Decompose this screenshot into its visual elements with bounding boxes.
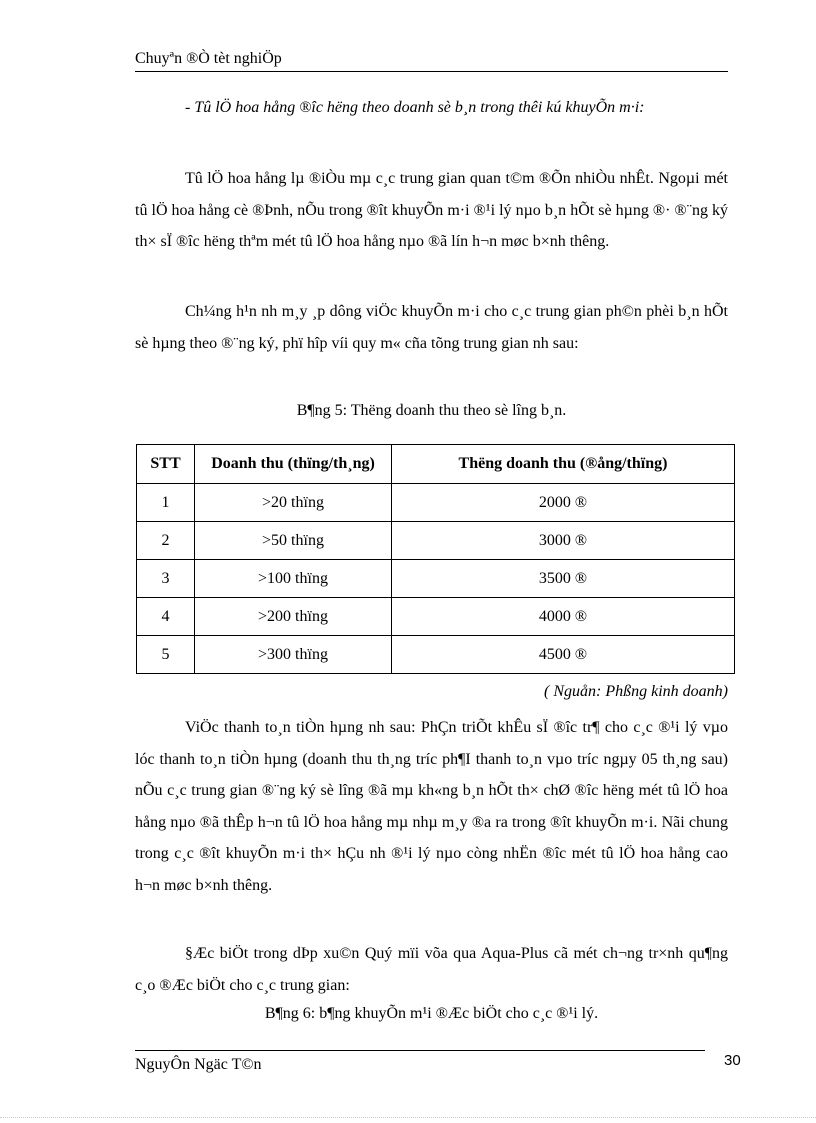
cell-revenue: >200 thïng xyxy=(195,598,392,636)
page-bottom-border xyxy=(0,1117,816,1118)
table-header-row xyxy=(137,445,735,484)
paragraph-payment: ViÖc thanh to¸n tiÒn hµng nh sau: PhÇn triÕt khÊu sÏ ®îc tr¶ cho c¸c ®¹i lý vµo lóc thanh to¸n tiÒn hµng (doanh thu th¸ng tríc ph¶I thanh to¸n vµo tríc ngµy 05 th¸ng sau) nÕu c¸c trung gian ®¨ng ký sè lîng ®ã mµ kh«ng b¸n hÕt th× chØ ®îc hëng mét tû lÖ hoa hång nµo ®ã thÊp h¬n tû lÖ hoa hång mµ nhµ m¸y ®a ra trong ®ît khuyÕn m·i. Nãi chung trong c¸c ®ît khuyÕn m·i th× hÇu nh ®¹i lý nµo còng nhËn ®îc mét tû lÖ hoa hång cao h¬n møc b×nh thêng. xyxy=(135,719,728,894)
cell-revenue: >20 thïng xyxy=(195,484,392,522)
paragraph-special-program: §Æc biÖt trong dÞp xu©n Quý mïi võa qua Aqua-Plus cã mét ch¬ng tr×nh qu¶ng c¸o ®Æc biÖt cho c¸c trung gian: xyxy=(135,945,728,994)
cell-stt: 5 xyxy=(137,636,195,674)
table6-caption: B¶ng 6: b¶ng khuyÕn m¹i ®Æc biÖt cho c¸c ®¹i lý. xyxy=(264,1005,599,1022)
cell-stt: 3 xyxy=(137,560,195,598)
table5-caption: B¶ng 5: Thëng doanh thu theo sè lîng b¸n. xyxy=(296,402,567,419)
footer-divider xyxy=(135,1050,705,1051)
table5-source: ( Nguån: Phßng kinh doanh) xyxy=(544,683,728,700)
page-number: 30 xyxy=(724,1052,741,1069)
cell-bonus: 4000 ® xyxy=(392,598,735,636)
cell-bonus: 3000 ® xyxy=(392,522,735,560)
footer-author: NguyÔn Ngäc T©n xyxy=(135,1056,262,1073)
revenue-bonus-table xyxy=(136,444,735,674)
cell-revenue: >50 thïng xyxy=(195,522,392,560)
cell-stt: 2 xyxy=(137,522,195,560)
cell-revenue: >300 thïng xyxy=(195,636,392,674)
cell-stt: 4 xyxy=(137,598,195,636)
cell-bonus: 3500 ® xyxy=(392,560,735,598)
paragraph-example: Ch¼ng h¹n nh m¸y ¸p dông viÖc khuyÕn m·i cho c¸c trung gian ph©n phèi b¸n hÕt sè hµng theo ®¨ng ký, phï hîp víi quy m« cña tõng trung gian nh sau: xyxy=(135,303,728,352)
header-stt: STT xyxy=(137,445,195,484)
table-row xyxy=(137,598,735,636)
cell-bonus: 4500 ® xyxy=(392,636,735,674)
table-row xyxy=(137,560,735,598)
header-bonus: Thëng doanh thu (®ång/thïng) xyxy=(392,445,735,484)
table-row xyxy=(137,522,735,560)
cell-stt: 1 xyxy=(137,484,195,522)
page-header: Chuyªn ®Ò tèt nghiÖp xyxy=(135,50,728,72)
cell-revenue: >100 thïng xyxy=(195,560,392,598)
header-revenue: Doanh thu (thïng/th¸ng) xyxy=(195,445,392,484)
paragraph-commission-explanation: Tû lÖ hoa hång lµ ®iÒu mµ c¸c trung gian quan t©m ®Õn nhiÒu nhÊt. Ngoµi mét tû lÖ hoa hång cè ®Þnh, nÕu trong ®ît khuyÕn m·i ®¹i lý nµo b¸n hÕt sè hµng ®· ®¨ng ký th× sÏ ®îc hëng thªm mét tû lÖ hoa hång nµo ®ã lín h¬n møc b×nh thêng. xyxy=(135,170,728,250)
paragraph-commission-rate-heading: - Tû lÖ hoa hång ®îc hëng theo doanh sè b¸n trong thêi kú khuyÕn m·i: xyxy=(185,99,645,116)
table-row xyxy=(137,636,735,674)
cell-bonus: 2000 ® xyxy=(392,484,735,522)
table-row xyxy=(137,484,735,522)
